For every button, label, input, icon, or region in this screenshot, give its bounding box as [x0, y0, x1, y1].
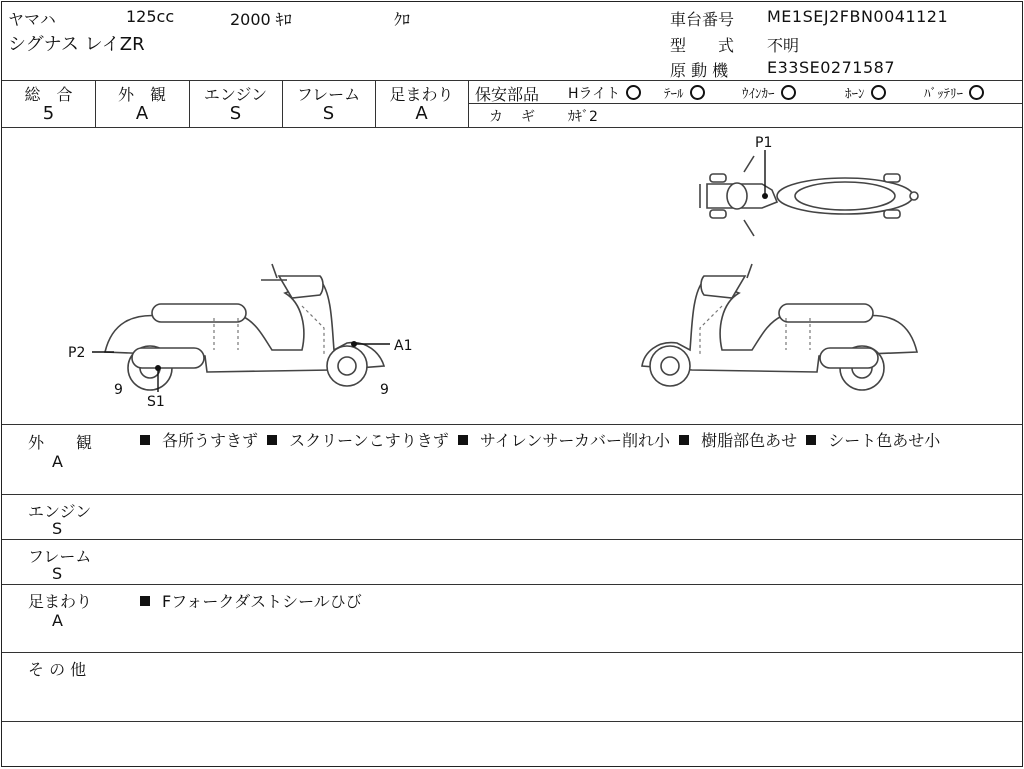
safety-title: 保安部品 — [475, 85, 540, 104]
grade-label-engine: エンジン — [203, 85, 268, 104]
marker-p1: P1 — [755, 135, 773, 151]
scooter-left-view — [105, 264, 384, 390]
maker: ヤマハ — [8, 10, 56, 29]
bullet-square-icon — [458, 435, 468, 445]
ok-circle-icon — [871, 85, 886, 100]
grade-label-frame: フレーム — [296, 85, 361, 104]
key-value: ｶｷﾞ2 — [568, 109, 598, 125]
body-color: ｸﾛ — [394, 10, 411, 29]
damage-diagram — [2, 128, 1022, 424]
grade-value-overall: 5 — [42, 103, 55, 124]
safety-item-battery: ﾊﾞｯﾃﾘｰ — [924, 83, 984, 102]
remarks-suspension-notes: Fフォークダストシールひび — [136, 589, 362, 612]
remarks-exterior-notes: 各所うすきず スクリーンこすりきず サイレンサーカバー削れ小 樹脂部色あせ シート色あせ小 — [136, 430, 1016, 452]
displacement: 125cc — [126, 7, 175, 26]
safety-item-tail: ﾃｰﾙ — [664, 83, 705, 102]
remarks-other-label: そ の 他 — [28, 660, 87, 679]
bullet-square-icon — [267, 435, 277, 445]
grade-label-exterior: 外 観 — [117, 85, 166, 104]
scooter-right-view — [642, 264, 917, 390]
grade-label-overall: 総 合 — [24, 85, 73, 104]
tire-tread-right: 9 — [380, 382, 389, 398]
remarks-exterior-label: 外 観 — [28, 433, 93, 452]
grade-value-frame: S — [322, 103, 335, 124]
safety-item-winker: ｳｲﾝｶｰ — [742, 83, 796, 102]
safety-item-horn: ﾎｰﾝ — [845, 83, 886, 102]
engine-number: E33SE0271587 — [767, 58, 895, 77]
key-label: カ ギ — [489, 109, 537, 125]
engine-label: 原 動 機 — [670, 61, 729, 80]
chassis-number: ME1SEJ2FBN0041121 — [767, 7, 949, 26]
ok-circle-icon — [690, 85, 705, 100]
bullet-square-icon — [806, 435, 816, 445]
grade-value-engine: S — [229, 103, 242, 124]
remarks-frame-label: フレーム — [28, 547, 92, 566]
ok-circle-icon — [781, 85, 796, 100]
type-label: 型 式 — [670, 36, 735, 55]
remarks-exterior-grade: A — [52, 452, 63, 471]
chassis-label: 車台番号 — [670, 10, 735, 29]
model-name: シグナス レイZR — [8, 34, 145, 55]
grade-label-suspension: 足まわり — [389, 85, 454, 104]
remarks-suspension-label: 足まわり — [28, 592, 93, 611]
remarks-engine-label: エンジン — [28, 502, 92, 521]
marker-s1: S1 — [147, 394, 165, 410]
inspection-sheet — [1, 1, 1023, 767]
bullet-square-icon — [679, 435, 689, 445]
mileage: 2000 ｷﾛ — [230, 10, 292, 29]
ok-circle-icon — [969, 85, 984, 100]
bullet-square-icon — [140, 596, 150, 606]
remarks-suspension-grade: A — [52, 611, 63, 630]
scooter-top-view — [700, 156, 918, 236]
safety-item-headlight: Hライト — [568, 83, 641, 103]
remarks-engine-grade: S — [52, 519, 63, 538]
remarks-frame-grade: S — [52, 564, 63, 583]
tire-tread-left: 9 — [114, 382, 123, 398]
grade-value-exterior: A — [135, 103, 149, 124]
ok-circle-icon — [626, 85, 641, 100]
divider — [2, 80, 1022, 81]
marker-a1: A1 — [394, 338, 413, 354]
marker-p2: P2 — [68, 345, 86, 361]
bullet-square-icon — [140, 435, 150, 445]
type-value: 不明 — [767, 36, 800, 55]
grade-value-suspension: A — [415, 103, 428, 124]
